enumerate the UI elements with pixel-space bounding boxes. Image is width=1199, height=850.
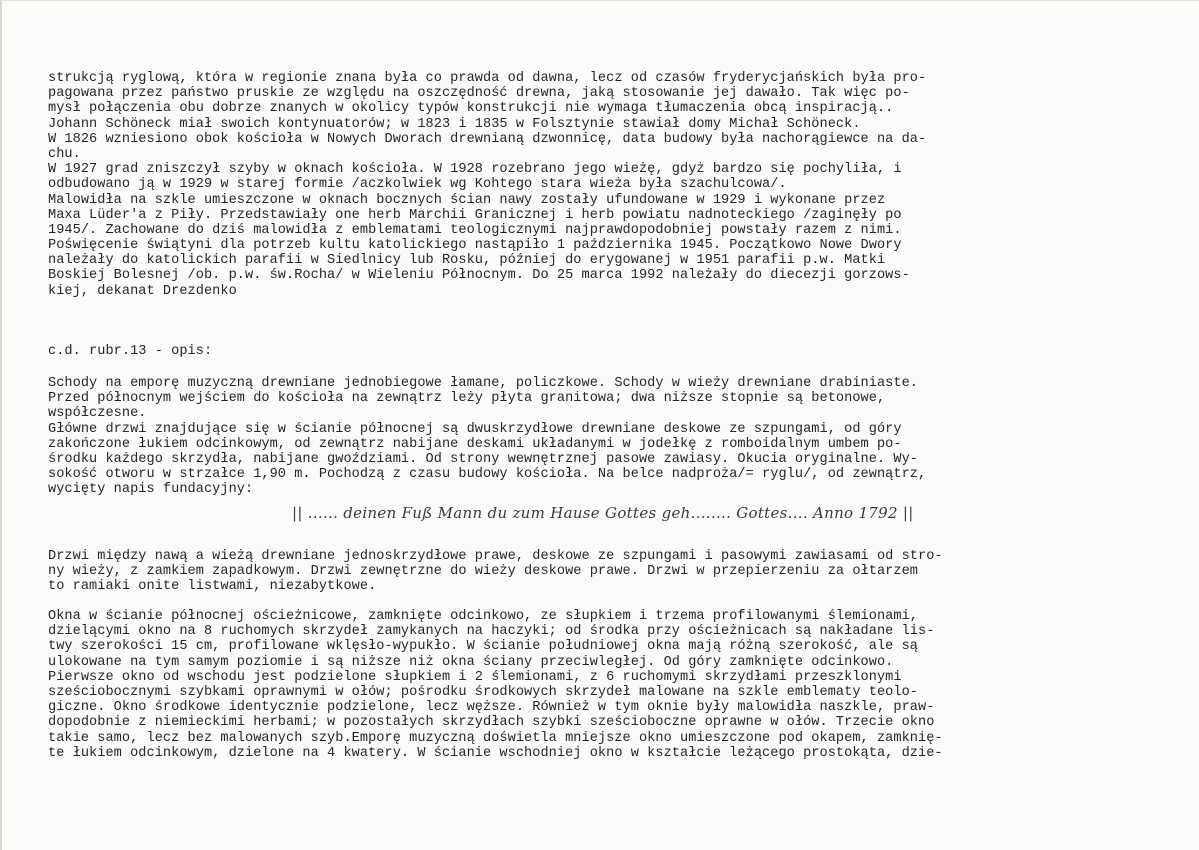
text-line: Schody na emporę muzyczną drewniane jednobiegowe łamane, policzkowe. Schody w wieży drewniane drabiniaste. [48, 376, 919, 391]
text-line: Główne drzwi znajdujące się w ścianie północnej są dwuskrzydłowe drewniane deskowe ze szpungami, od góry [48, 421, 902, 437]
text-line: wycięty napis fundacyjny: [48, 482, 254, 498]
text-line: giczne. Okno środkowe identycznie podzielone, lecz węższe. Również w tym oknie były malowidła naszkle, praw- [48, 700, 935, 716]
text-line: mysł połączenia obu dobrze znanych w okolicy typów konstrukcji nie wymaga tłumaczenia obcą inspiracją.. [48, 101, 894, 117]
text-line: Pierwsze okno od wschodu jest podzielone słupkiem i 2 ślemionami, z 6 ruchomymi skrzydłami przeszklonymi [48, 669, 902, 685]
text-line: współczesne. [48, 406, 147, 422]
text-line: Maxa Lüder'a z Piły. Przedstawiały one herb Marchii Granicznej i herb powiatu nadnoteckiego /zaginęły po [48, 207, 902, 223]
text-line: sokość otworu w strzałce 1,90 m. Pochodzą z czasu budowy kościoła. Na belce nadproża/= ryglu/, od zewnątrz, [48, 467, 927, 483]
text-line: dzielącymi okno na 8 ruchomych skrzydeł zamykanych na haczyki; od środka przy ościeżnicach są nakładane lis- [48, 624, 935, 640]
text-line: kiej, dekanat Drezdenko [48, 283, 237, 299]
paragraph-history [48, 71, 1178, 299]
text-line: sześciobocznymi szybkami oprawnymi w ołów; pośrodku środkowych skrzydeł malowane na szkle emblematy teolo- [48, 684, 919, 700]
text-line: Johann Schöneck miał swoich kontynuatorów; w 1823 i 1835 w Folsztynie stawiał domy Michał Schöneck. [48, 116, 861, 132]
handwritten-inscription: || ...... deinen Fuß Mann du zum Hause Gottes geh........ Gottes.... Anno 1792 || [292, 504, 914, 522]
text-line: te łukiem odcinkowym, dzielone na 4 kwatery. W ścianie wschodniej okno w kształcie leżącego prostokąta, dzie- [48, 745, 943, 761]
text-line: twy szerokości 15 cm, profilowane wklęsło-wypukło. W ścianie południowej okna mają różną szerokość, ale są [48, 639, 919, 655]
text-line: W 1927 grad zniszczył szyby w oknach kościoła. W 1928 rozebrano jego wieżę, gdyż bardzo się pochyliła, i [48, 162, 902, 178]
paragraph-windows [48, 609, 1178, 761]
text-line: zakończone łukiem odcinkowym, od zewnątrz nabijane deskami układanymi w jodełkę z romboidalnym umbem po- [48, 436, 902, 452]
section-heading-text: c.d. rubr.13 - opis: [48, 344, 213, 359]
section-heading [48, 344, 1178, 359]
text-line: dopodobnie z niemieckimi herbami; w pozostałych skrzydłach szybki sześcioboczne oprawne w ołów. Trzecie okno [48, 715, 935, 731]
text-line: 1945/. Zachowane do dziś malowidła z emblematami teologicznymi najprawdopodobniej powstały razem z nimi. [48, 222, 902, 238]
text-line: Okna w ścianie północnej ościeżnicowe, zamknięte odcinkowo, ze słupkiem i trzema profilowanymi ślemionami, [48, 609, 919, 624]
text-line: odbudowano ją w 1929 w starej formie /aczkolwiek wg Kohtego stara wieża była szachulcowa/. [48, 177, 787, 193]
text-line: strukcją ryglową, która w regionie znana była co prawda od dawna, lecz od czasów fryderycjańskich była pro- [48, 71, 927, 86]
text-line: takie samo, lecz bez malowanych szyb.Emporę muzyczną doświetla mniejsze okno umieszczone pod okapem, zamknię- [48, 730, 943, 746]
text-line: chu. [48, 146, 81, 162]
text-line: ny wieży, z zamkiem zapadkowym. Drzwi zewnętrzne do wieży deskowe prawe. Drzwi w przepierzeniu za ołtarzem [48, 564, 919, 580]
text-line: W 1826 wzniesiono obok kościoła w Nowych Dworach drewnianą dzwonnicę, data budowy była nachorągiewce na da- [48, 131, 927, 147]
text-line: Boskiej Bolesnej /ob. p.w. św.Rocha/ w Wieleniu Północnym. Do 25 marca 1992 należały do diecezji gorzows- [48, 268, 910, 284]
paragraph-stairs-doors [48, 376, 1178, 498]
text-line: ulokowane na tym samym poziomie i są niższe niż okna ściany przeciwległej. Od góry zamknięte odcinkowo. [48, 654, 894, 670]
text-line: Przed północnym wejściem do kościoła na zewnątrz leży płyta granitowa; dwa niższe stopnie są betonowe, [48, 391, 886, 407]
text-line: należały do katolickich parafii w Siedlnicy lub Rosku, później do erygowanej w 1951 parafii p.w. Matki [48, 253, 886, 269]
text-line: to ramiaki onite listwami, niezabytkowe. [48, 579, 377, 595]
text-line: Poświęcenie świątyni dla potrzeb kultu katolickiego nastąpiło 1 października 1945. Początkowo Nowe Dwory [48, 238, 902, 254]
text-line: Drzwi między nawą a wieżą drewniane jednoskrzydłowe prawe, deskowe ze szpungami i pasowymi zawiasami od stro- [48, 549, 943, 564]
text-line: środku każdego skrzydła, nabijane gwoździami. Od strony wewnętrznej pasowe zawiasy. Okucia oryginalne. Wy- [48, 451, 919, 467]
paragraph-inner-doors [48, 549, 1178, 595]
text-line: pagowana przez państwo pruskie ze względu na oszczędność drewna, jaką stosowanie jej dawało. Tak więc po- [48, 86, 910, 102]
text-line: Malowidła na szkle umieszczone w oknach bocznych ścian nawy zostały ufundowane w 1929 i wykonane przez [48, 192, 886, 208]
